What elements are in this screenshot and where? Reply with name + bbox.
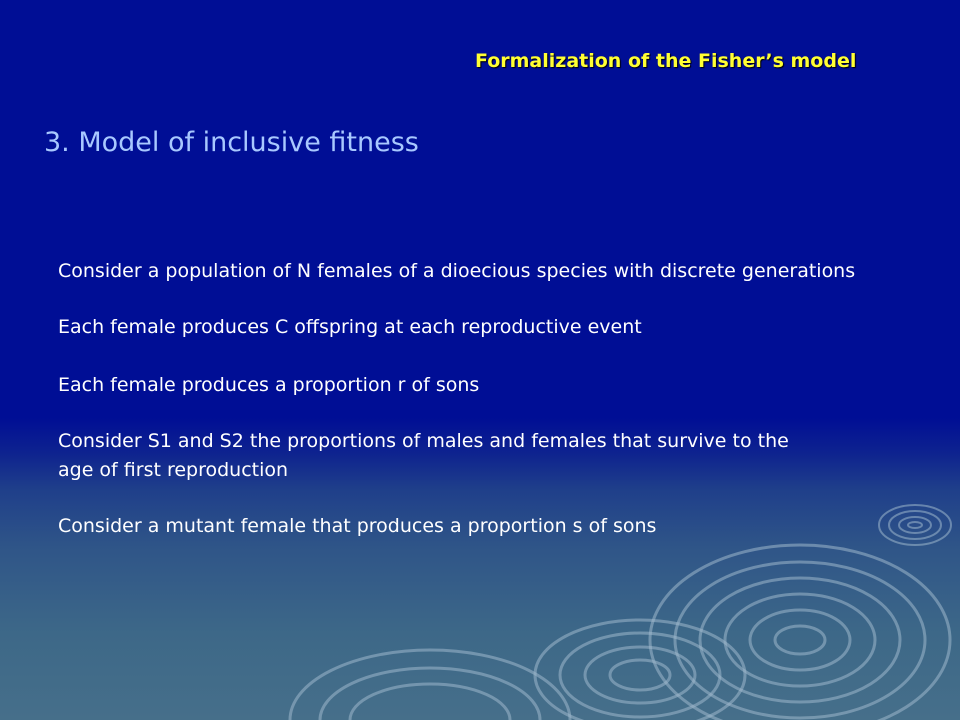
paragraph-survival-line2: age of first reproduction <box>58 459 289 481</box>
paragraph-survival-line1: Consider S1 and S2 the proportions of males and females that survive to the <box>58 430 789 452</box>
paragraph-mutant: Consider a mutant female that produces a proportion s of sons <box>58 515 657 537</box>
section-subtitle: Formalization of the Fisher’s model <box>475 50 857 72</box>
paragraph-offspring: Each female produces C offspring at each reproductive event <box>58 316 642 338</box>
paragraph-population: Consider a population of N females of a dioecious species with discrete generations <box>58 260 856 282</box>
paragraph-sons-proportion: Each female produces a proportion r of sons <box>58 374 480 396</box>
slide-title: 3. Model of inclusive fitness <box>44 127 419 158</box>
